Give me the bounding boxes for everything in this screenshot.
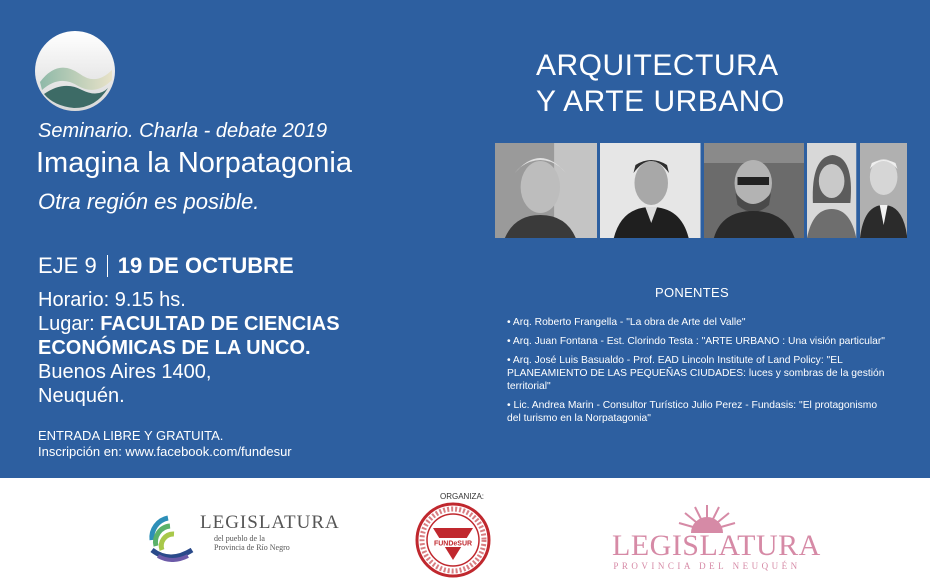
ponentes-title: PONENTES [655,285,729,300]
lugar-value-1: FACULTAD DE CIENCIAS [100,313,340,335]
organiza-label: ORGANIZA: [440,492,485,501]
horario-value: 9.15 hs. [114,289,186,311]
seminar-logo-icon [34,30,116,112]
list-item: • Arq. Roberto Frangella - "La obra de Arte del Valle" [507,317,746,328]
address-line-1: Buenos Aires 1400, [38,361,212,383]
divider [107,255,108,277]
speaker-photos [495,143,907,238]
legislatura-rn-name: LEGISLATURA [200,512,340,533]
legislatura-rn-sub2: Provincia de Río Negro [214,543,290,552]
speaker-photo-marin [807,143,856,238]
horario-line [38,288,340,312]
legislatura-nq-subtitle: PROVINCIA DEL NEUQUÉN [613,561,801,571]
entry-info [38,428,292,460]
event-title: Imagina la Norpatagonia [36,147,352,179]
address-line-2: Neuquén. [38,385,125,407]
fundesur-label: FUNDeSUR [433,540,473,548]
topic-line-2: Y ARTE URBANO [536,85,785,118]
inscripcion-text[interactable]: Inscripción en: www.facebook.com/fundesur [38,444,292,459]
legislatura-rio-negro-logo [144,510,340,565]
legislatura-neuquen-logo [612,503,821,573]
lugar-line [38,312,340,336]
event-details [38,288,340,408]
event-date: 19 DE OCTUBRE [117,253,294,278]
speaker-photo-perez [860,143,907,238]
list-item: • Arq. Juan Fontana - Est. Clorindo Testa : "ARTE URBANO : Una visión particular" [507,336,885,347]
event-subtitle: Seminario. Charla - debate 2019 [38,120,328,142]
event-tagline: Otra región es posible. [38,189,260,214]
topic-title [536,48,785,120]
list-item: • Arq. José Luis Basualdo - Prof. EAD Lincoln Institute of Land Policy: "EL PLANEAMIENTO DE LAS PEQUEÑAS CIUDADES: luces y sombras de la gestión territorial" [507,355,885,392]
lugar-label: Lugar: [38,313,95,335]
horario-label: Horario: [38,289,110,311]
eje-label: EJE 9 [38,253,97,278]
eje-date-row [38,253,294,279]
speaker-photo-frangella [495,143,597,238]
list-item: • Lic. Andrea Marin - Consultor Turístico Julio Perez - Fundasis: "El protagonismo del turismo en la Norpatagonia" [507,400,878,424]
speaker-photo-basualdo [704,143,805,238]
topic-line-1: ARQUITECTURA [536,49,779,82]
speaker-photo-fontana [600,143,701,238]
legislatura-rn-sub1: del pueblo de la [214,534,265,543]
entrada-text: ENTRADA LIBRE Y GRATUITA. [38,428,224,443]
legislatura-nq-name: LEGISLATURA [612,529,821,562]
ponentes-list [507,316,887,431]
lugar-value-2: ECONÓMICAS DE LA UNCO. [38,337,311,359]
legislatura-rn-emblem-icon [144,512,198,562]
legislatura-rn-subtitle [214,534,290,552]
fundesur-logo-icon [415,502,491,578]
